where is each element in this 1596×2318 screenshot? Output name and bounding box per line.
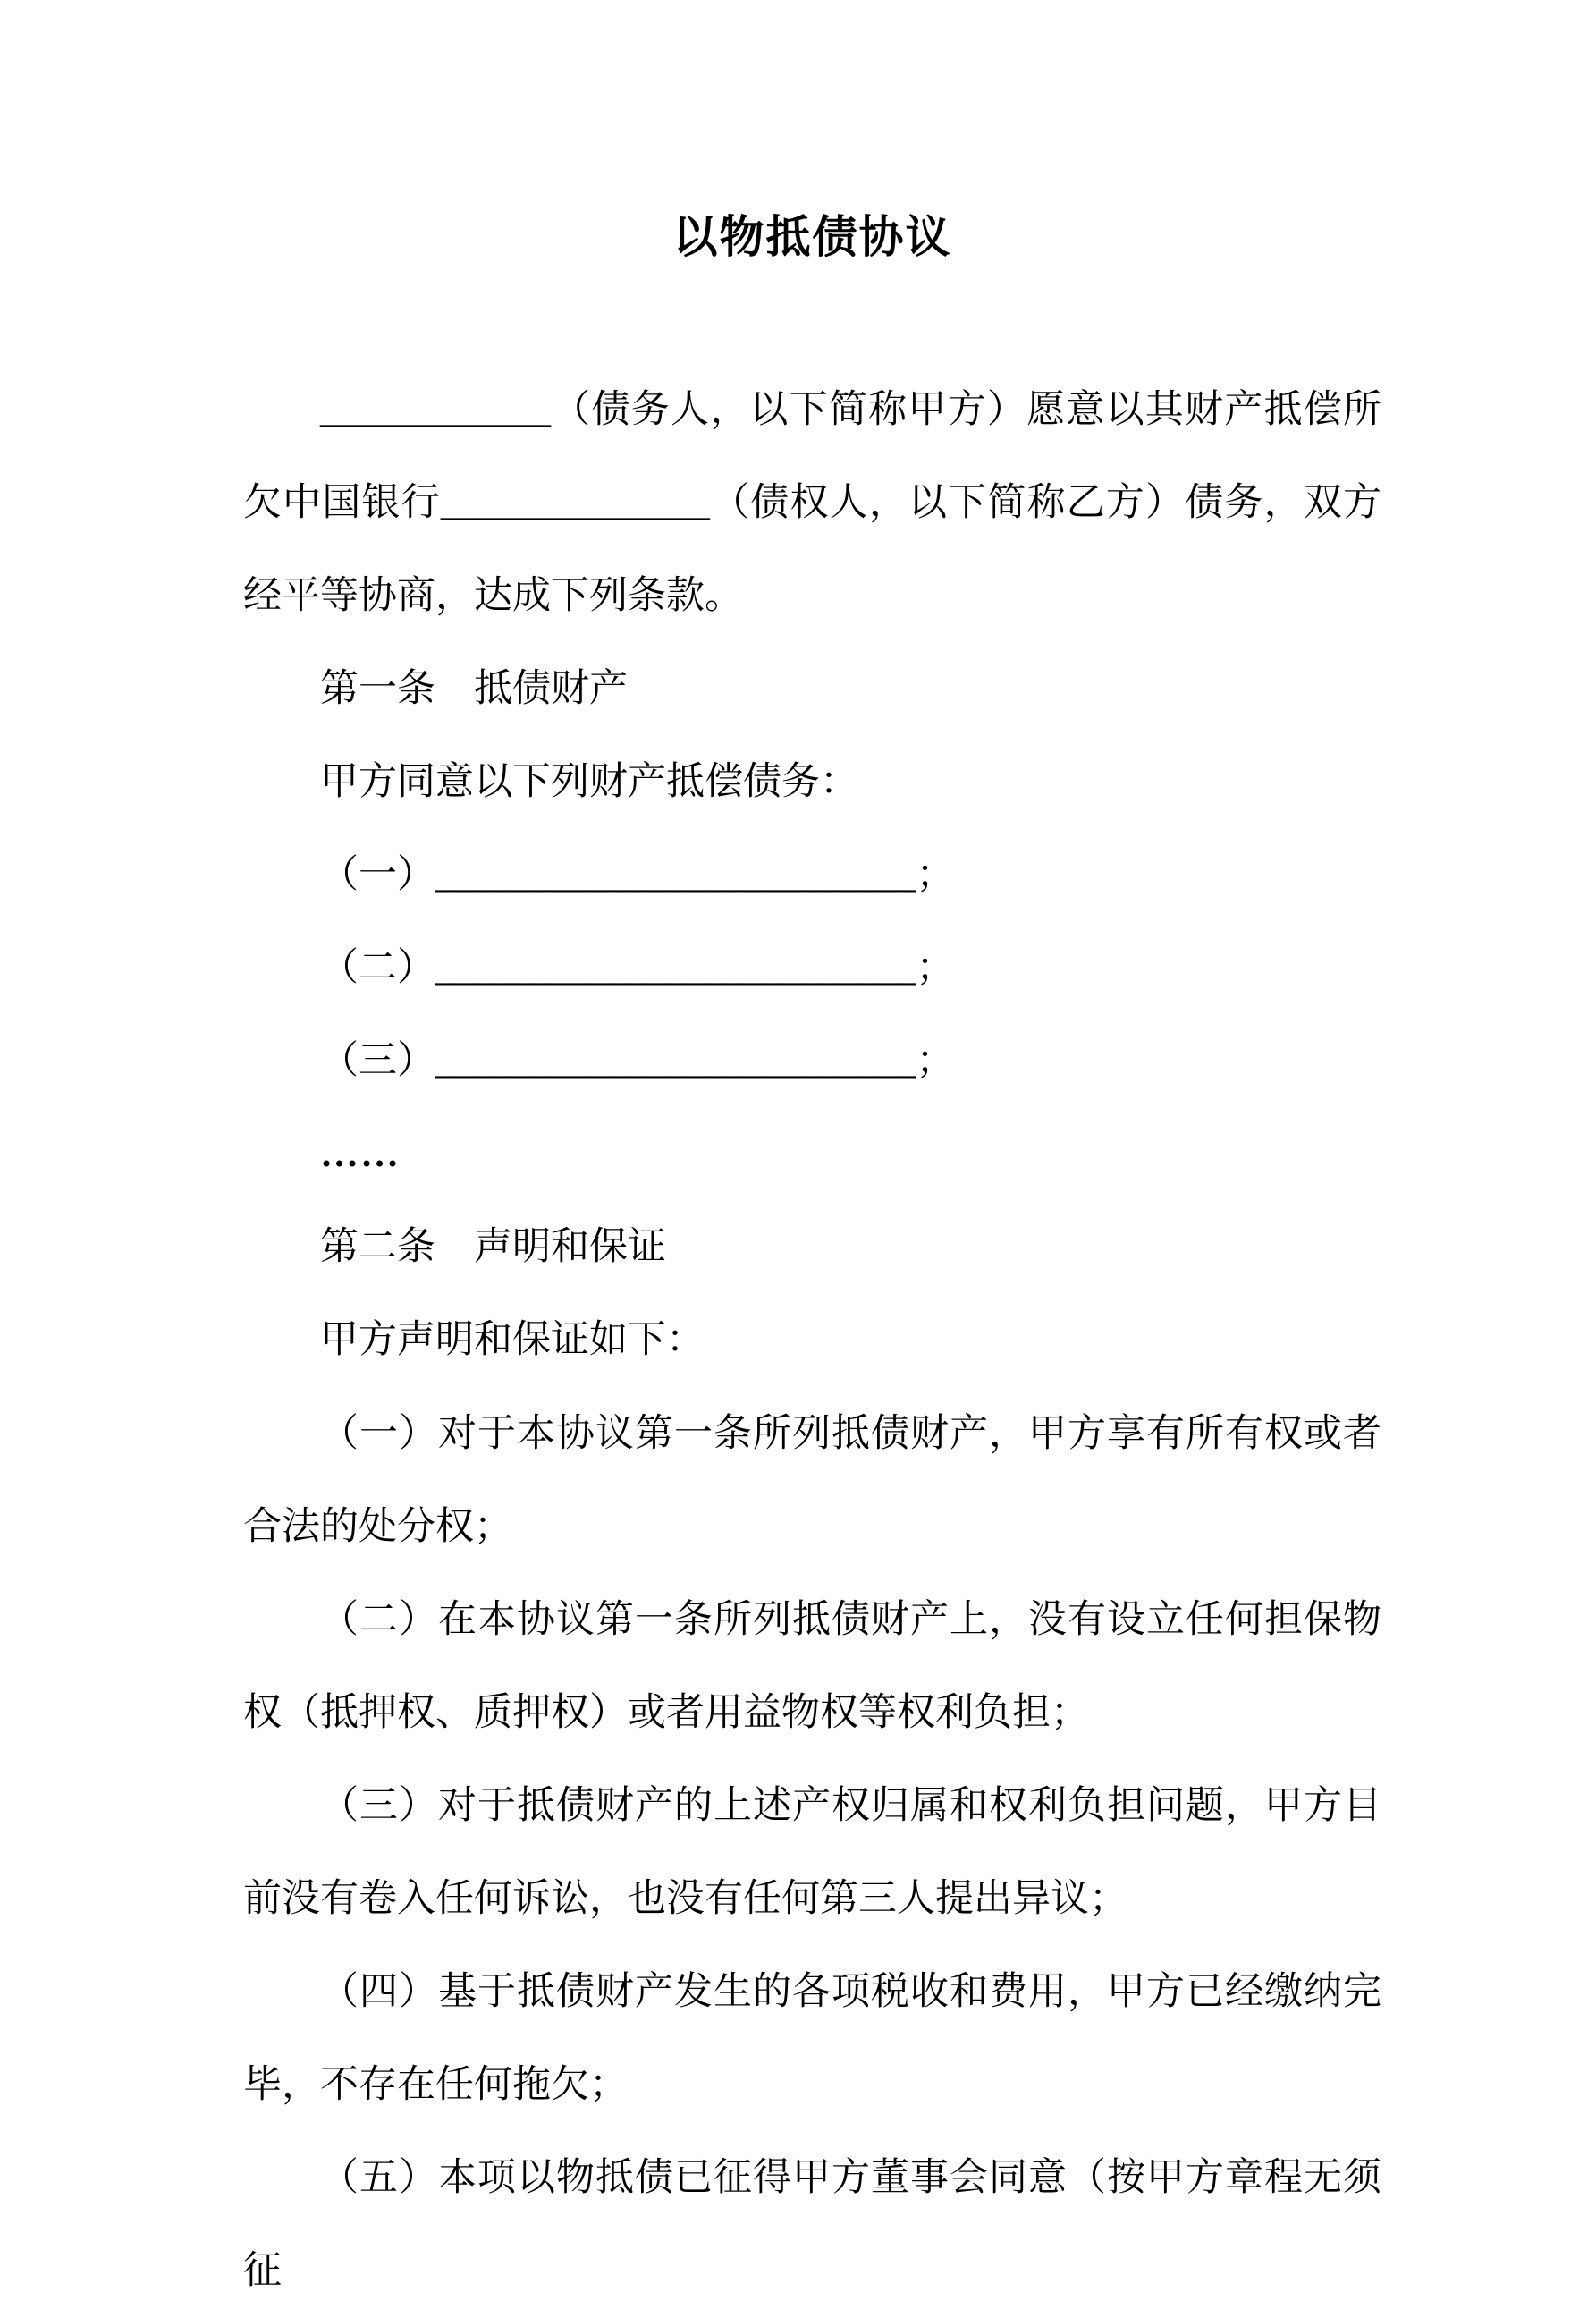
article-2-item-1: （一）对于本协议第一条所列抵债财产，甲方享有所有权或者合法的处分权； (243, 1412, 1381, 1548)
article-2-item-3: （三）对于抵债财产的上述产权归属和权利负担问题，甲方目前没有卷入任何诉讼，也没有任何第三人提出异议； (243, 1784, 1381, 1920)
article-2-item-5: （五）本项以物抵债已征得甲方董事会同意（按甲方章程无须征 (243, 2156, 1381, 2292)
document-body (243, 364, 1381, 2318)
intro-paragraph: ____________（债务人，以下简称甲方）愿意以其财产抵偿所欠中国银行______________（债权人，以下简称乙方）债务，双方经平等协商，达成下列条款。 (243, 389, 1381, 618)
article-2-item-2: （二）在本协议第一条所列抵债财产上，没有设立任何担保物权（抵押权、质押权）或者用益物权等权利负担； (243, 1598, 1381, 1734)
article-1-heading: 第一条 抵债财产 (320, 668, 628, 711)
article-2-item-4: （四）基于抵债财产发生的各项税收和费用，甲方已经缴纳完毕，不存在任何拖欠； (243, 1970, 1381, 2106)
article-1-item-1: （一）_________________________； (320, 854, 955, 897)
article-2-heading: 第二条 声明和保证 (320, 1226, 666, 1269)
ellipsis-line: …… (320, 1133, 401, 1176)
article-1-item-3: （三）_________________________； (320, 1040, 955, 1083)
article-1-item-2: （二）_________________________； (320, 947, 955, 990)
article-2-lead: 甲方声明和保证如下： (320, 1319, 705, 1362)
article-1-lead: 甲方同意以下列财产抵偿债务： (320, 761, 858, 804)
document-title: 以物抵债协议 (672, 212, 952, 262)
